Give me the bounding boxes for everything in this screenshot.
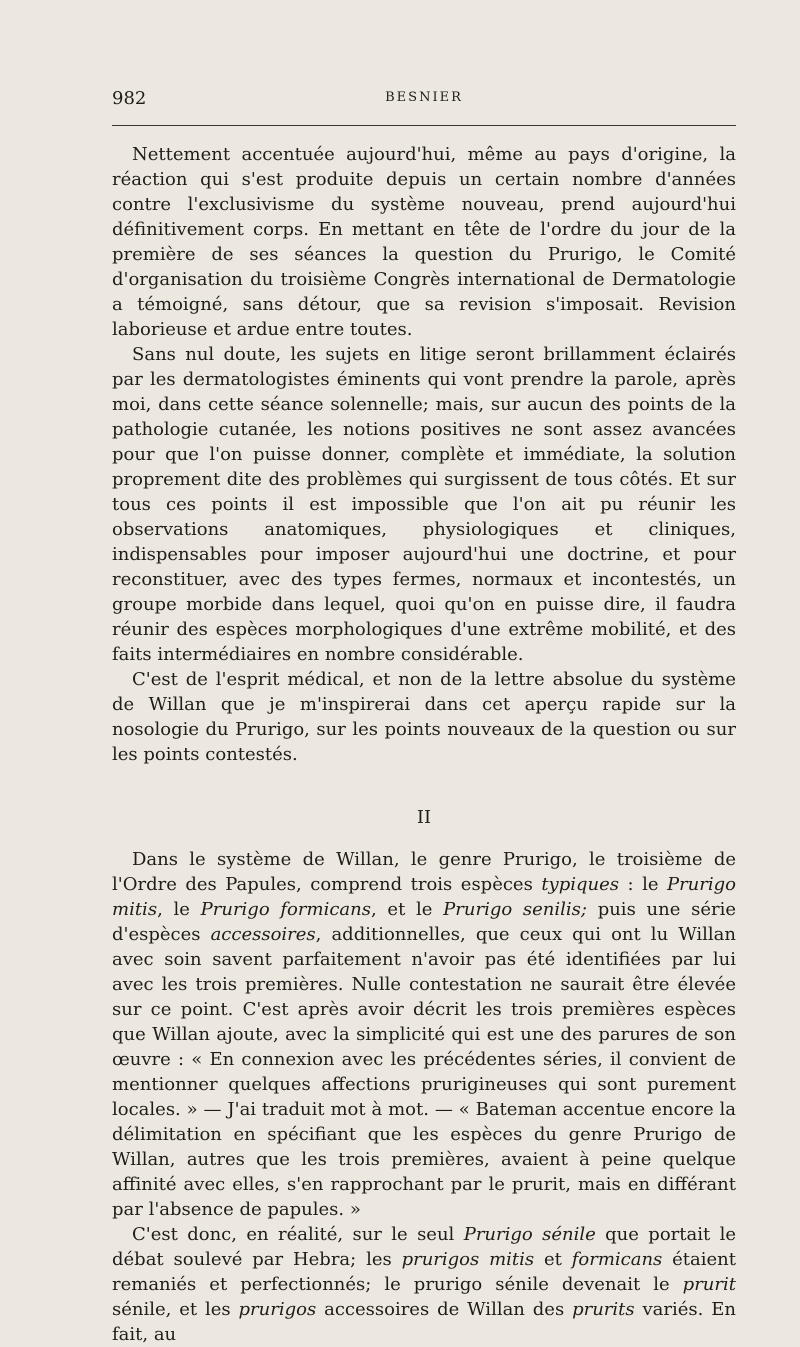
text-run: étaient remaniés et perfectionnés; le prurigo sénile devenait le (112, 1249, 736, 1295)
page-number: 982 (112, 88, 147, 109)
paragraph-5 (112, 1222, 736, 1347)
text-run: et (534, 1249, 572, 1270)
italic-term: Prurigo senilis; (443, 899, 587, 920)
italic-term: accessoires (210, 924, 316, 945)
body-text (112, 142, 736, 1347)
italic-term: prurit (682, 1274, 736, 1295)
text-run: , additionnelles, que ceux qui ont lu Willan avec soin savent parfaitement n'avoir pas été identifiées par lui avec les trois premières. Nulle contestation ne saurait être élevée sur ce point. C'est après avoir décrit les trois premières espèces que Willan ajoute, avec la simplicité qui est une des parures de son œuvre : « En connexion avec les précédentes séries, il convient de mentionner quelques affections prurigineuses qui sont purement locales. » — J'ai traduit mot à mot. — « Bateman accentue encore la délimitation en spécifiant que les espèces du genre Prurigo de Willan, autres que les trois premières, avaient à peine quelque affinité avec elles, s'en rapprochant par le prurit, mais en différant par l'absence de papules. » (112, 924, 736, 1220)
italic-term: Prurigo formicans (200, 899, 371, 920)
text-run: , et le (370, 899, 444, 920)
paragraph-3: C'est de l'esprit médical, et non de la lettre absolue du système de Willan que je m'inspirerai dans cet aperçu rapide sur la nosologie du Prurigo, sur les points nouveaux de la question ou sur les points contestés. (112, 669, 736, 765)
text-run: que portait le débat soulevé par Hebra; les (112, 1224, 736, 1270)
italic-term: formicans (571, 1249, 663, 1270)
italic-term: prurigos (238, 1299, 317, 1320)
text-run: sénile, et les (112, 1299, 239, 1320)
page-header (112, 88, 736, 112)
paragraph-1: Nettement accentuée aujourd'hui, même au pays d'origine, la réaction qui s'est produite depuis un certain nombre d'années contre l'exclusivisme du système nouveau, prend aujourd'hui définitivement corps. En mettant en tête de l'ordre du jour de la première de ses séances la question du Prurigo, le Comité d'organisation du troisième Congrès international de Dermatologie a témoigné, sans détour, que sa revision s'imposait. Revision laborieuse et ardue entre toutes. (112, 144, 736, 340)
paragraph-2: Sans nul doute, les sujets en litige seront brillamment éclairés par les dermatologistes éminents qui vont prendre la parole, après moi, dans cette séance solennelle; mais, sur aucun des points de la pathologie cutanée, les notions positives ne sont assez avancées pour que l'on puisse donner, complète et immédiate, la solution proprement dite des problèmes qui surgissent de tous côtés. Et sur tous ces points il est impossible que l'on ait pu réunir les observations anatomiques, physiologiques et cliniques, indispensables pour imposer aujourd'hui une doctrine, et pour reconstituer, avec des types fermes, normaux et incontestés, un groupe morbide dans lequel, quoi qu'on en puisse dire, il faudra réunir des espèces morphologiques d'une extrême mobilité, et des faits intermédiaires en nombre considérable. (112, 344, 736, 665)
italic-term: Prurigo mitis (112, 874, 736, 920)
text-run: Dans le système de Willan, le genre Prurigo, le troisième de l'Ordre des Papules, comprend trois espèces (112, 849, 736, 895)
text-run: : le (619, 874, 667, 895)
running-head: BESNIER (385, 90, 463, 105)
text-run: , le (157, 899, 201, 920)
italic-term: prurits (572, 1299, 635, 1320)
italic-term: Prurigo sénile (463, 1224, 596, 1245)
section-heading: II (416, 807, 432, 828)
text-run: accessoires de Willan des (316, 1299, 573, 1320)
italic-term: typiques (541, 874, 620, 895)
text-run: variés. En fait, au (112, 1299, 736, 1345)
italic-term: prurigos mitis (401, 1249, 535, 1270)
paragraph-4 (112, 847, 736, 1222)
header-rule (112, 125, 736, 126)
text-run: C'est donc, en réalité, sur le seul (132, 1224, 464, 1245)
text-run: puis une série d'espèces (112, 899, 736, 945)
